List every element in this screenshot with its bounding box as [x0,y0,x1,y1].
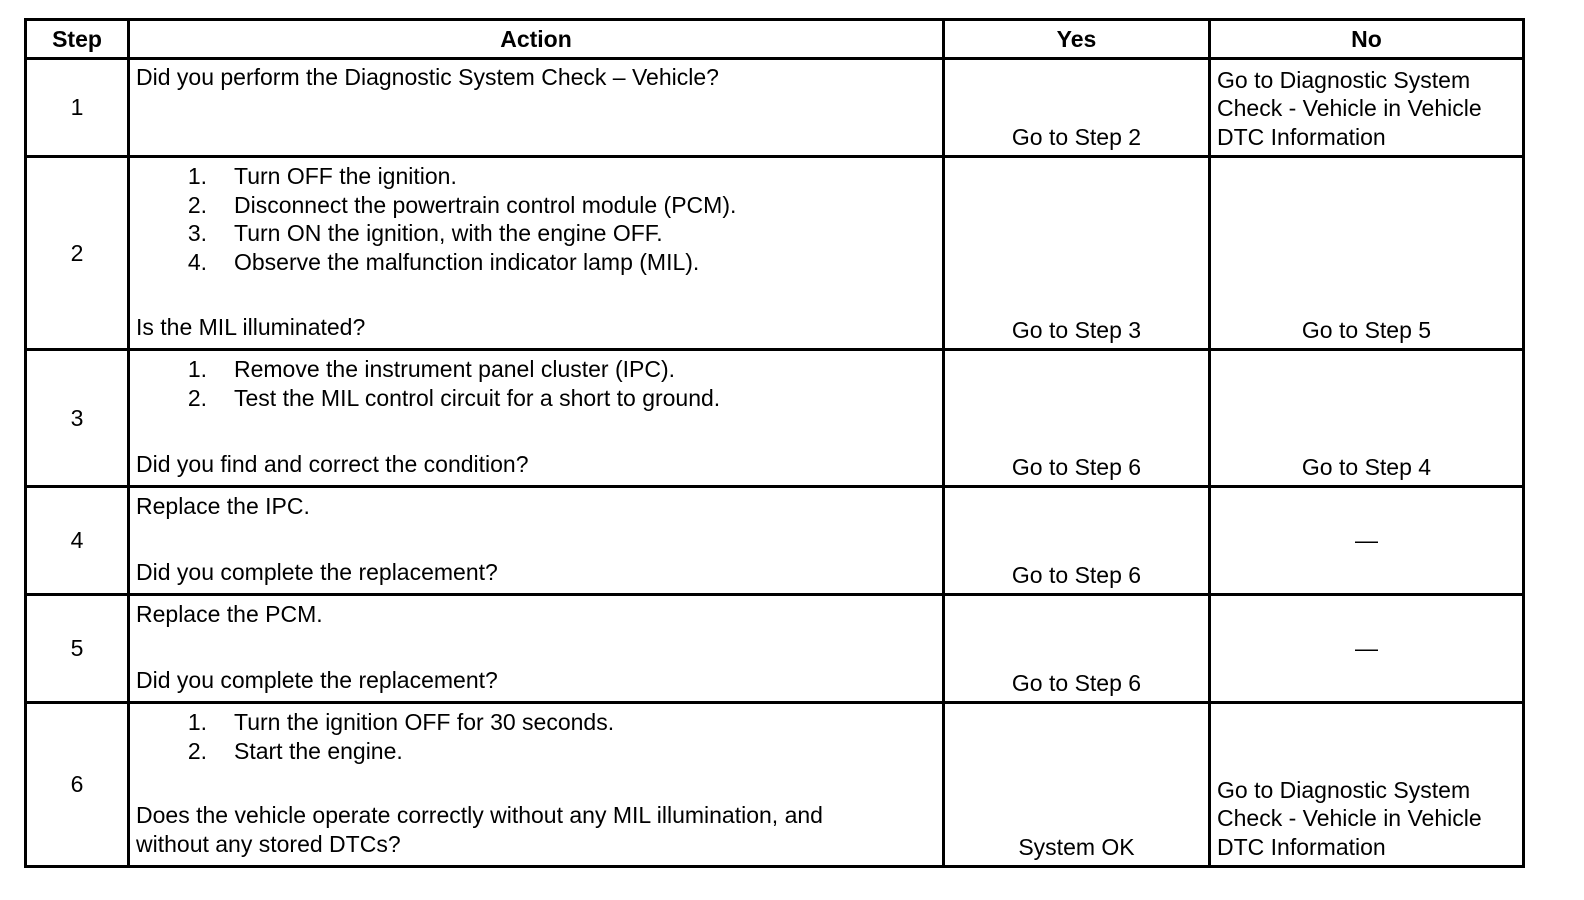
yes-cell [944,703,1210,867]
table-row [26,157,1524,350]
list-item [136,219,936,248]
diagnostic-table [24,18,1525,868]
action-instruction: Replace the IPC. [136,493,310,519]
step-number: 5 [26,595,129,703]
no-result: — [1355,634,1378,661]
action-instruction: Replace the PCM. [136,601,323,627]
no-cell [1210,703,1524,867]
yes-cell [944,157,1210,350]
step-text: Observe the malfunction indicator lamp (MIL). [234,248,700,275]
step-text: Turn ON the ignition, with the engine OFF. [234,220,663,246]
table-row [26,487,1524,595]
step-text: Turn the ignition OFF for 30 seconds. [234,709,615,735]
list-item [136,248,936,277]
list-item [136,191,936,220]
action-cell [129,595,944,703]
no-cell [1210,59,1524,157]
step-number: 2 [26,157,129,350]
header-row [26,20,1524,59]
step-index: 2. [187,384,207,411]
list-item [136,384,936,413]
header-no: No [1210,20,1524,59]
action-question: Did you find and correct the condition? [136,450,529,477]
list-item [136,708,936,737]
yes-result: Go to Step 3 [1011,316,1142,343]
header-step: Step [26,20,129,59]
action-cell [129,157,944,350]
no-result: Go to Diagnostic System Check - Vehicle in Vehicle DTC Information [1217,66,1482,150]
no-cell [1210,595,1524,703]
step-number: 3 [26,350,129,487]
action-question: Did you complete the replacement? [136,558,498,585]
step-number: 1 [26,59,129,157]
yes-cell [944,59,1210,157]
no-cell [1210,350,1524,487]
table-row [26,59,1524,157]
step-number: 4 [26,487,129,595]
step-number: 6 [26,703,129,867]
action-cell [129,59,944,157]
action-cell [129,350,944,487]
table-row [26,350,1524,487]
step-index: 2. [187,737,207,764]
step-index: 4. [187,248,207,275]
yes-cell [944,350,1210,487]
table-row [26,703,1524,867]
yes-result: Go to Step 6 [1011,669,1142,696]
yes-result: Go to Step 6 [1011,561,1142,588]
header-yes: Yes [944,20,1210,59]
action-question: Did you complete the replacement? [136,666,498,693]
action-steps [136,162,936,276]
step-index: 3. [187,220,207,246]
no-cell [1210,487,1524,595]
no-result: — [1355,526,1378,553]
list-item [136,162,936,191]
action-question: Does the vehicle operate correctly without any MIL illumination, and without any stored DTCs? [136,802,823,857]
action-question: Did you perform the Diagnostic System Check – Vehicle? [136,64,719,90]
step-text: Remove the instrument panel cluster (IPC). [234,356,676,382]
step-text: Turn OFF the ignition. [234,163,457,189]
step-index: 1. [187,356,207,382]
header-action: Action [129,20,944,59]
yes-result: Go to Step 6 [1011,453,1142,480]
yes-result: System OK [1018,833,1135,860]
yes-cell [944,487,1210,595]
action-steps [136,708,936,765]
action-steps [136,355,936,412]
step-text: Test the MIL control circuit for a short to ground. [234,384,721,411]
yes-cell [944,595,1210,703]
yes-result: Go to Step 2 [1011,123,1142,150]
step-text: Disconnect the powertrain control module (PCM). [234,191,737,218]
step-index: 1. [187,709,207,735]
table-row [26,595,1524,703]
no-result: Go to Step 5 [1301,316,1432,343]
step-index: 1. [187,163,207,189]
list-item [136,355,936,384]
action-cell [129,487,944,595]
no-result: Go to Diagnostic System Check - Vehicle in Vehicle DTC Information [1217,776,1482,860]
action-question: Is the MIL illuminated? [136,313,366,340]
action-cell [129,703,944,867]
list-item [136,737,936,766]
step-index: 2. [187,191,207,218]
no-result: Go to Step 4 [1301,453,1432,480]
no-cell [1210,157,1524,350]
step-text: Start the engine. [234,737,403,764]
